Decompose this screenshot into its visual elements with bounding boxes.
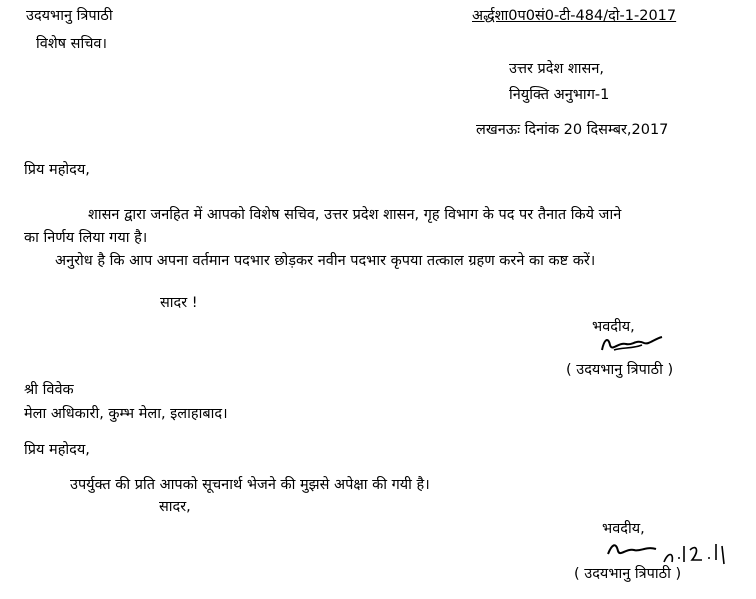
place-date: लखनऊः दिनांक 20 दिसम्बर,2017 <box>476 122 669 138</box>
handwritten-signature-with-date <box>604 532 744 568</box>
paragraph-1-line-1: शासन द्वारा जनहित में आपको विशेष सचिव, उत्तर प्रदेश शासन, गृह विभाग के पद पर तैनात किये जाने <box>88 207 622 223</box>
salutation: प्रिय महोदय, <box>24 162 90 178</box>
paragraph-1-line-2: का निर्णय लिया गया है। <box>24 230 148 246</box>
sender-designation: विशेष सचिव। <box>36 36 107 52</box>
sender-name: उदयभानु त्रिपाठी <box>26 8 113 24</box>
copy-salutation: प्रिय महोदय, <box>24 442 90 458</box>
copy-signatory-name: ( उदयभानु त्रिपाठी ) <box>574 566 682 582</box>
copy-recipient-office: मेला अधिकारी, कुम्भ मेला, इलाहाबाद। <box>24 406 228 422</box>
copy-body: उपर्युक्त की प्रति आपको सूचनार्थ भेजने की मुझसे अपेक्षा की गयी है। <box>70 477 430 493</box>
closing: सादर ! <box>160 295 198 311</box>
copy-closing: सादर, <box>159 499 191 515</box>
signoff: भवदीय, <box>592 319 635 335</box>
government-name: उत्तर प्रदेश शासन, <box>509 61 604 77</box>
copy-recipient-name: श्री विवेक <box>24 382 74 398</box>
section-name: नियुक्ति अनुभाग-1 <box>509 87 610 103</box>
signatory-name: ( उदयभानु त्रिपाठी ) <box>566 362 674 378</box>
handwritten-signature <box>596 330 666 356</box>
paragraph-2: अनुरोध है कि आप अपना वर्तमान पदभार छोड़कर नवीन पदभार कृपया तत्काल ग्रहण करने का कष्ट करें। <box>55 253 596 269</box>
reference-number: अर्द्धशा0प0सं0-टी-484/दो-1-2017 <box>472 8 677 24</box>
copy-signoff: भवदीय, <box>602 521 645 537</box>
